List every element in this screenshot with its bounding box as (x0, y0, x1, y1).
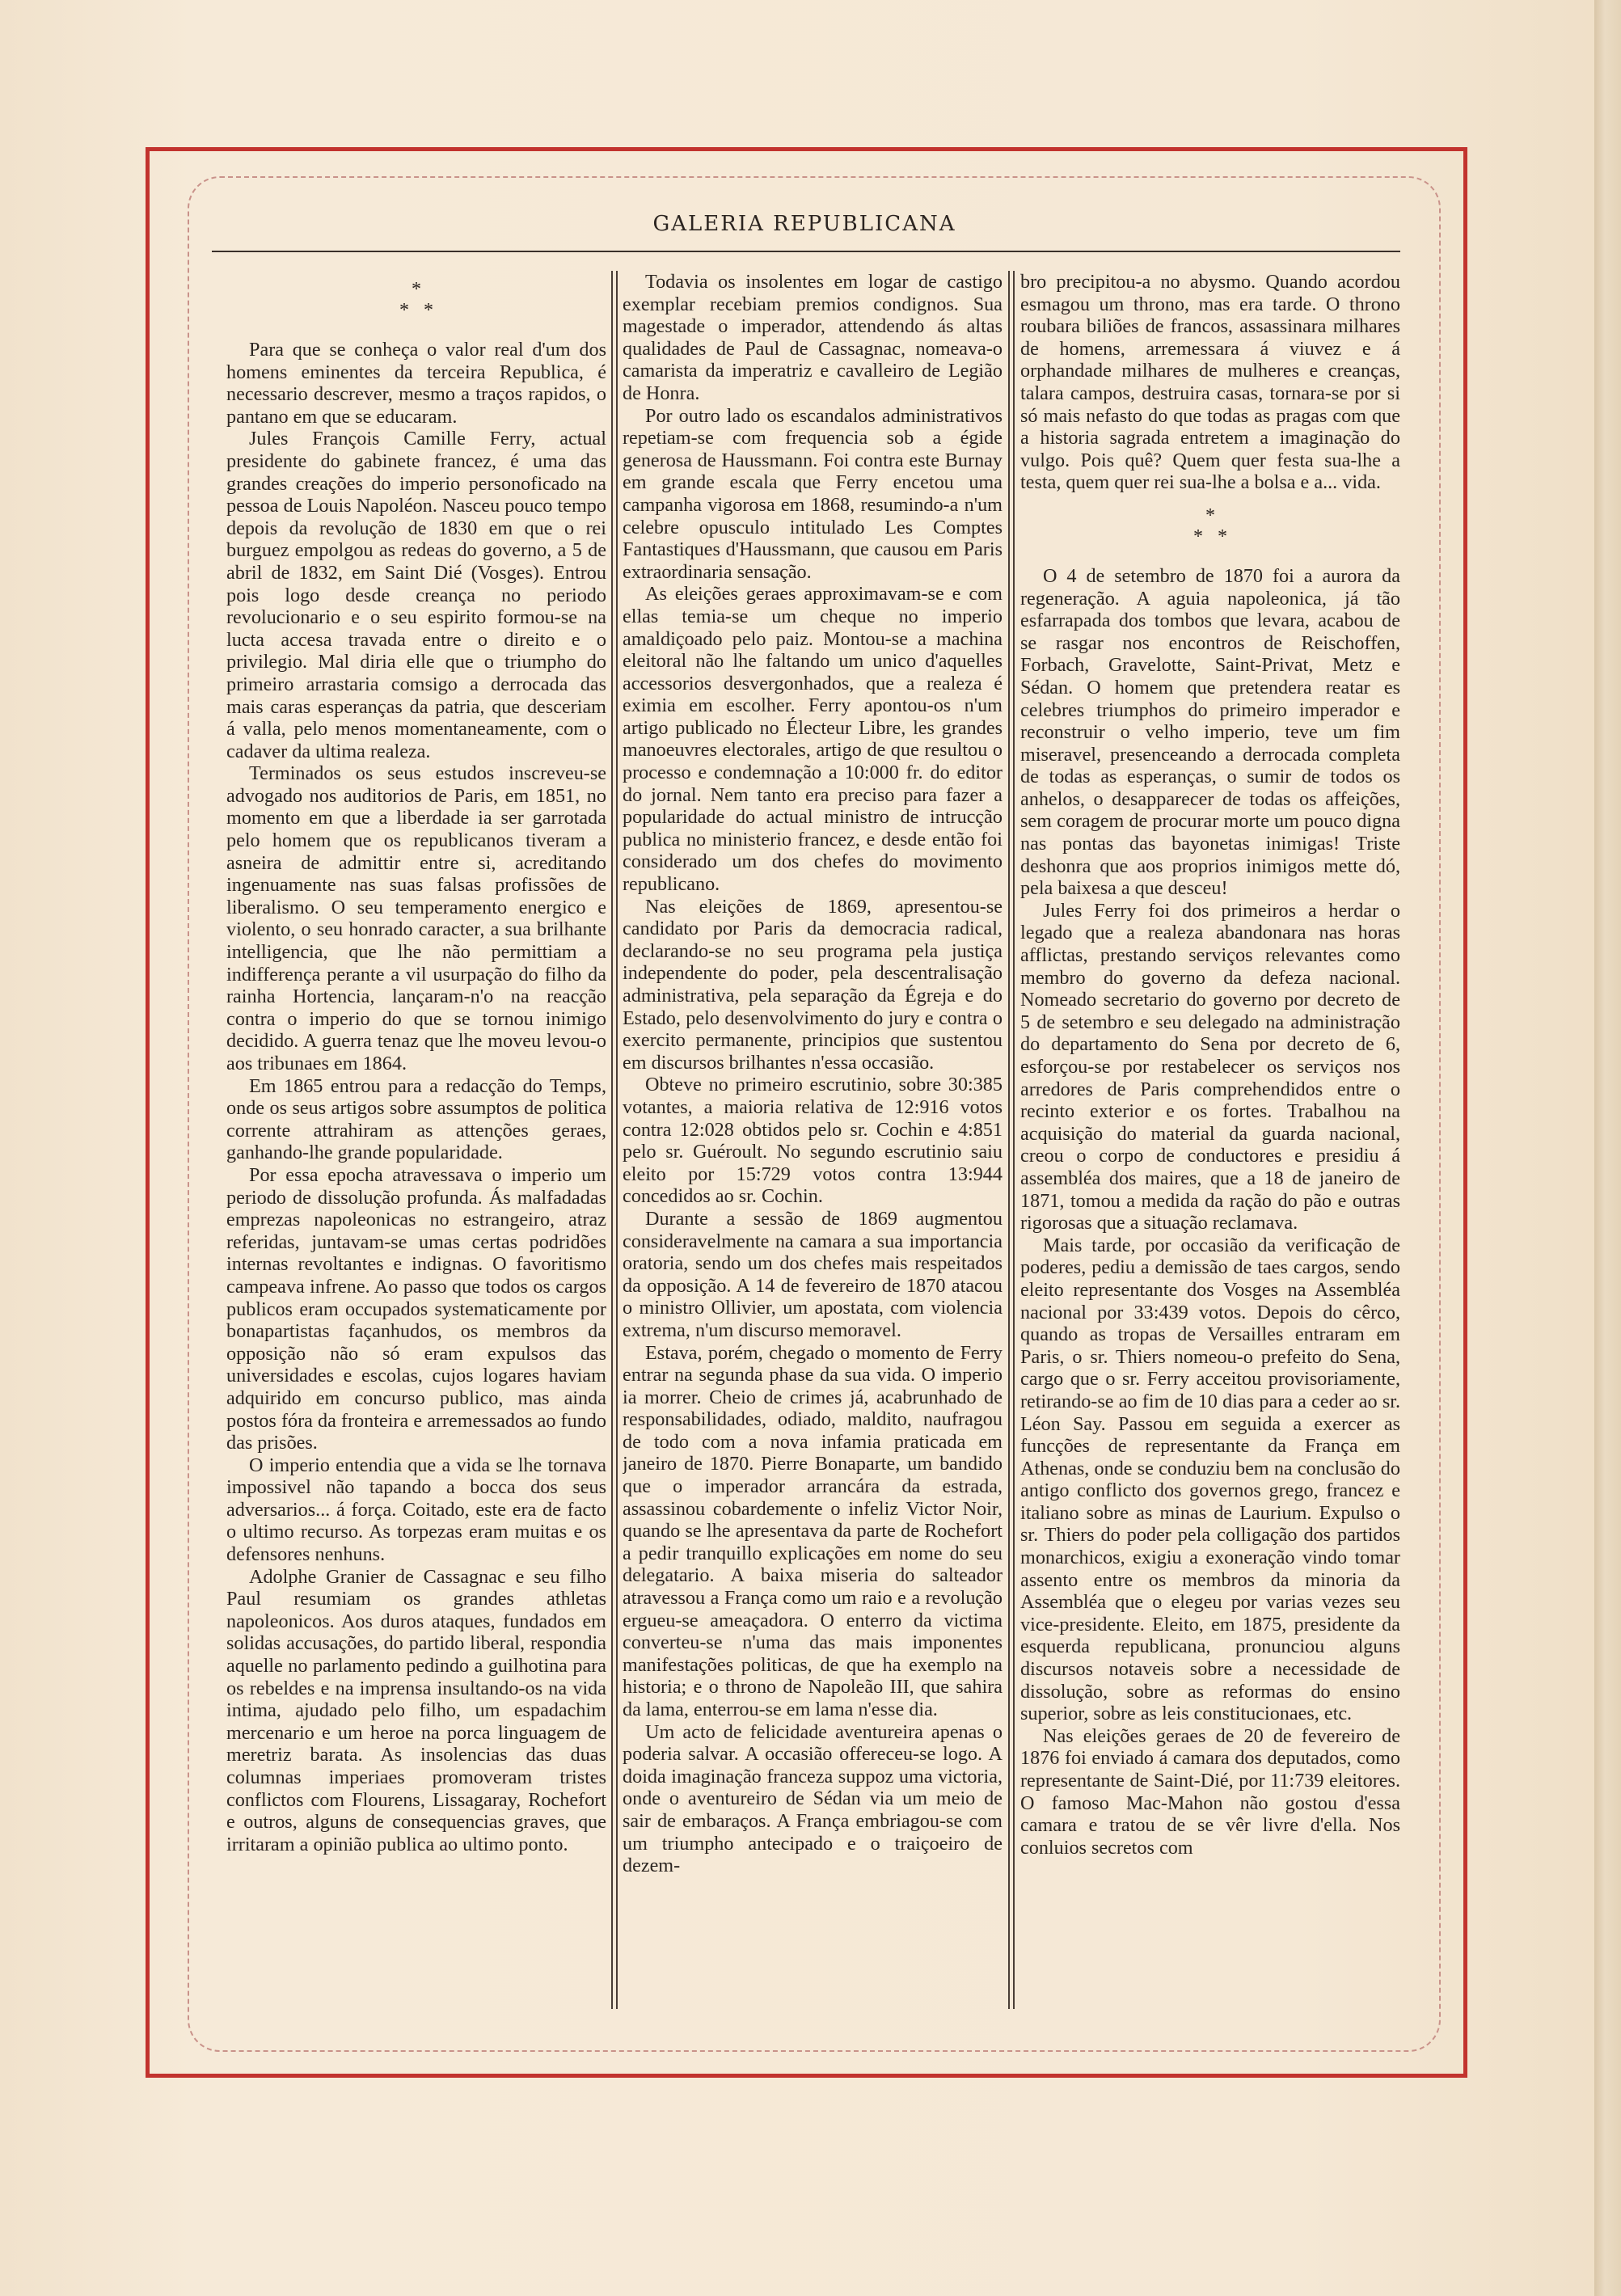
section-stars: * * * (1193, 504, 1227, 547)
section-stars: * * * (399, 279, 433, 321)
paragraph: Jules Ferry foi dos primeiros a herdar o legado que a realeza abandonara nas horas afflictas, prestando serviços relevantes como membro do governo da defeza nacional. Nomeado secretario do governo por decreto de 5 de setembro e seu delegado na administração do departamento do Sena por decreto de 6, esforçou-se por restabelecer os serviços nos arredores de Paris comprehendidos entre o recinto exterior e os fortes. Trabalhou na acquisição do material da guarda nacional, creou o corpo de conductores e presidiu á assembléa dos maires, que a 18 de janeiro de 1871, tomou a medida da ração do pão e outras rigorosas que a situação reclamava. (1020, 899, 1400, 1235)
page-edge-fold (1594, 0, 1621, 2296)
paragraph: Para que se conheça o valor real d'um dos homens eminentes da terceira Republica, é necessario descrever, mesmo a traços rapidos, o pantano em que se educaram. (226, 339, 606, 428)
paragraph: Nas eleições geraes de 20 de fevereiro de 1876 foi enviado á camara dos deputados, como representante de Saint-Dié, por 11:739 eleitores. O famoso Mac-Mahon não gostou d'essa camara e tratou de se vêr livre d'ella. Nos conluios secretos com (1020, 1724, 1400, 1859)
column-divider-2b (1013, 271, 1015, 2009)
paragraph: Durante a sessão de 1869 augmentou consideravelmente na camara a sua importancia oratoria, sendo um dos chefes mais respeitados da opposição. A 14 de fevereiro de 1870 atacou o ministro Ollivier, um apostata, com violencia extrema, n'um discurso memoravel. (623, 1207, 1003, 1341)
column-divider-2 (1008, 271, 1010, 2009)
paragraph: Por outro lado os escandalos administrativos repetiam-se com frequencia sob a égide generosa de Haussmann. Foi contra este Burnay em grande escala que Ferry encetou uma campanha vigorosa em 1868, resumindo-a n'um celebre opusculo intitulado Les Comptes Fantastiques d'Haussmann, que causou em Paris extraordinaria sensação. (623, 404, 1003, 583)
paragraph: Um acto de felicidade aventureira apenas o poderia salvar. A occasião offereceu-se logo. A doida imaginação franceza suppoz uma victoria, onde o aventureiro de Sédan via um meio de sair de embaraços. A França embriagou-se com um triumpho antecipado e o traiçoeiro de dezem- (623, 1720, 1003, 1877)
paragraph: Adolphe Granier de Cassagnac e seu filho Paul resumiam os grandes athletas napoleonicos. Aos duros ataques, fundados em solidas accusações, do partido liberal, respondia aquelle no parlamento pedindo a guilhotina para os rebeldes e na imprensa insultando-os na vida intima, ajudado pelo filho, um espadachim mercenario e um heroe na porca linguagem de meretriz barata. As insolencias das duas columnas imperiaes promoveram tristes conflictos com Flourens, Lissagaray, Rochefort e outros, alguns de consequencias graves, que irritaram a opinião publica ao ultimo ponto. (226, 1565, 606, 1855)
paragraph: O 4 de setembro de 1870 foi a aurora da regeneração. A aguia napoleonica, já tão esfarrapada dos tombos que levara, acabou de se rasgar nos encontros de Reischoffen, Forbach, Gravelotte, Saint-Privat, Metz e Sédan. O homem que pretendera reatar es celebres triumphos do primeiro imperador e reconstruir o velho imperio, teve um fim miseravel, presenceando a derrocada completa de todas as esperanças, o sumir de todos os anhelos, o desapparecer de todas os affeições, sem coragem de procurar morte um pouco digna nas pontas das bayonetas inimigas! Triste deshonra que aos proprios inimigos mette dó, pela baixesa a que desceu! (1020, 564, 1400, 900)
paragraph: Jules François Camille Ferry, actual presidente do gabinete francez, é uma das grandes creações do imperio personoficado na pessoa de Louis Napoléon. Nasceu pouco tempo depois da revolução de 1830 em que o rei burguez empolgou as redeas do governo, a 5 de abril de 1832, em Saint Dié (Vosges). Entrou pois logo desde creança no periodo revolucionario e o seu espirito formou-se na lucta accesa travada entre o direito e o privilegio. Mal diria elle que o triumpho do primeiro arrastaria comsigo a derrocada das mais caras esperanças da patria, que desceriam á valla, pelo menos momentaneamente, com o cadaver da ultima realeza. (226, 428, 606, 762)
text-column-3 (1020, 271, 1400, 2017)
paragraph: Nas eleições de 1869, apresentou-se candidato por Paris da democracia radical, declarando-se no seu programa pela justiça independente do poder, pela descentralisação administrativa, pela separação da Égreja e do Estado, pelo desenvolvimento do jury e contra o exercito permanente, principios que sustentou em discursos brilhantes n'essa occasião. (623, 895, 1003, 1074)
text-column-2 (623, 271, 1003, 2017)
paragraph: As eleições geraes approximavam-se e com ellas temia-se um cheque no imperio amaldiçoado pelo paiz. Montou-se a machina eleitoral não lhe faltando um unico d'aquelles accessorios desvergonhados, que a realeza é eximia em escolher. Ferry apontou-os n'um artigo publicado no Électeur Libre, les grandes manoeuvres electorales, artigo de que resultou o processo e condemnação a 10:000 fr. do editor do jornal. Nem tanto era preciso para fazer a popularidade do actual ministro de intrucção publica no ministerio francez, e desde então foi considerado um dos chefes do movimento republicano. (623, 583, 1003, 896)
paragraph: O imperio entendia que a vida se lhe tornava impossivel não tapando a bocca dos seus adversarios... á força. Coitado, este era de facto o ultimo recurso. As torpezas eram muitas e os defensores nenhuns. (226, 1454, 606, 1566)
header-rule (212, 251, 1400, 252)
running-title: GALERIA REPUBLICANA (652, 212, 956, 236)
paragraph: bro precipitou-a no abysmo. Quando acordou esmagou um throno, mas era tarde. O throno roubara biliões de francos, assassinara milhares de homens, arremessara á viuvez e á orphandade milhares de mulheres e creanças, talara campos, destruira casas, tornara-se por si só mais nefasto do que todas as pragas com que a historia sagrada entretem a imaginação do vulgo. Pois quê? Quem quer festa sua-lhe a testa, quem quer rei sua-lhe a bolsa e a... vida. (1020, 271, 1400, 494)
column-divider-1b (616, 271, 618, 2009)
paragraph: Por essa epocha atravessava o imperio um periodo de dissolução profunda. Ás malfadadas emprezas napoleonicas no estrangeiro, atraz referidas, juntavam-se umas certas podridões internas revoltantes e indignas. O favoritismo campeava infrene. Ao passo que todos os cargos publicos eram occupados systematicamente por bonapartistas façanhudos, os membros da opposição não só eram expulsos das universidades e escolas, cujos logares haviam adquirido em concurso publico, mas ainda postos fóra da fronteira e arremessados ao fundo das prisões. (226, 1163, 606, 1454)
paragraph: Em 1865 entrou para a redacção do Temps, onde os seus artigos sobre assumptos de politica corrente attrahiram as attenções geraes, ganhando-lhe grande popularidade. (226, 1074, 606, 1164)
paragraph: Estava, porém, chegado o momento de Ferry entrar na segunda phase da sua vida. O imperio ia morrer. Cheio de crimes já, acabrunhado de responsabilidades, odiado, maldito, naufragou de todo com a nova infamia praticada em janeiro de 1870. Pierre Bonaparte, um bandido que o imperador arrancára da estrada, assassinou cobardemente o infeliz Victor Noir, quando se lhe apresentava da parte de Rochefort a pedir tranquillo explicações em nome do seu delegatario. A baixa miseria do salteador atravessou a França como um raio e a revolução ergueu-se ameaçadora. O enterro da victima converteu-se n'uma das mais imponentes manifestações politicas, de que ha exemplo na historia; e o throno de Napoleão III, que sahira da lama, enterrou-se em lama n'esse dia. (623, 1341, 1003, 1720)
paragraph: Mais tarde, por occasião da verificação de poderes, pediu a demissão de taes cargos, sendo eleito representante dos Vosges na Assembléa nacional por 33:439 votos. Depois do cêrco, quando as tropas de Versailles entraram em Paris, o sr. Thiers nomeou-o prefeito do Sena, cargo que o sr. Ferry acceitou provisoriamente, retirando-se ao fim de 10 dias para a ceder ao sr. Léon Say. Passou em seguida a exercer as funcções de representante da França em Athenas, onde se conduziu bem na conclusão do antigo conflicto dos governos grego, francez e italiano sobre as minas de Laurium. Expulso o sr. Thiers do poder pela colligação dos partidos monarchicos, exigiu a exoneração vindo tomar assento entre os membros da minoria da Assembléa que o elegeu por varias vezes seu vice-presidente. Eleito, em 1875, presidente da esquerda republicana, pronunciou alguns discursos notaveis sobre a necessidade de dissolução, sobre as reformas do ensino superior, sobre as leis constitucionaes, etc. (1020, 1234, 1400, 1725)
paragraph: Todavia os insolentes em logar de castigo exemplar recebiam premios condignos. Sua magestade o imperador, attendendo ás altas qualidades de Paul de Cassagnac, nomeava-o camarista da imperatriz e cavalleiro de Legião de Honra. (623, 271, 1003, 404)
paragraph: Obteve no primeiro escrutinio, sobre 30:385 votantes, a maioria relativa de 12:916 votos contra 12:028 obtidos pelo sr. Cochin e 4:851 pelo sr. Guéroult. No segundo escrutinio saiu eleito por 15:729 votos contra 13:944 concedidos ao sr. Cochin. (623, 1074, 1003, 1208)
text-column-1 (226, 271, 606, 2017)
column-divider-1 (611, 271, 613, 2009)
paragraph: Terminados os seus estudos inscreveu-se advogado nos auditorios de Paris, em 1851, no momento em que a liberdade ia ser garrotada pelo homem que os republicanos tiveram a asneira de admittir entre si, acreditando ingenuamente nas suas falsas profissões de liberalismo. O seu temperamento energico e violento, o seu honrado caracter, a sua brilhante intelligencia, que lhe não permittiam a indifferença perante a vil usurpação do filho da rainha Hortencia, lançaram-n'o na reacção contra o imperio do que se tornou inimigo decidido. A guerra tenaz que lhe moveu levou-o aos tribunaes em 1864. (226, 762, 606, 1074)
